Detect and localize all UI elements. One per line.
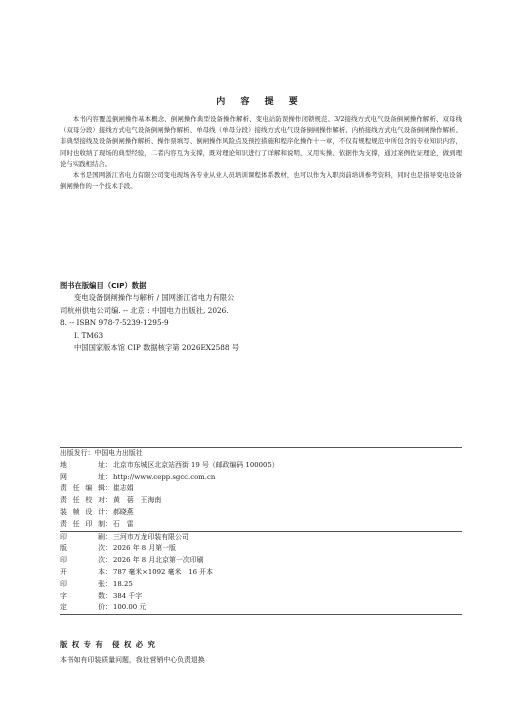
label-colon: ： xyxy=(105,519,112,528)
info-value: 崔志娟 xyxy=(113,484,134,493)
rights-notice: 本书如有印装质量问题，我社营销中心负责退换 xyxy=(60,656,205,664)
info-value: 384 千字 xyxy=(113,591,143,600)
summary-paragraph: 本书是国网浙江省电力有限公司变电现场各专业从业人员培训课程体系教材，也可以作为入职岗前培训参考资料，同时也是指导变电设备倒闸操作的一个技术手段。 xyxy=(60,171,462,191)
info-label: 责 任 印 制 xyxy=(60,519,105,528)
info-row xyxy=(60,579,462,591)
cip-line: 8. -- ISBN 978-7-5239-1295-9 xyxy=(60,318,169,328)
info-label: 印 次 xyxy=(60,556,105,565)
label-colon: ： xyxy=(105,472,112,481)
info-value: 黄 蓓 王海南 xyxy=(113,496,162,505)
info-rows xyxy=(60,460,462,531)
publisher-value: 中国电力出版社 xyxy=(94,449,143,457)
info-label: 网 址 xyxy=(60,472,105,481)
label-colon: ： xyxy=(105,507,112,516)
info-row xyxy=(60,472,462,484)
info-label: 开 本 xyxy=(60,567,105,576)
info-value: http://www.cepp.sgcc.com.cn xyxy=(113,472,216,481)
info-row xyxy=(60,543,462,555)
cip-line: 中国国家版本馆 CIP 数据核字第 2026EX2588 号 xyxy=(74,343,240,353)
print-rows xyxy=(60,532,462,615)
label-colon: ： xyxy=(105,484,112,493)
rights-title: 版 权 专 有 侵 权 必 究 xyxy=(60,640,156,649)
cip-line: Ⅰ. TM63 xyxy=(74,330,104,340)
info-row xyxy=(60,567,462,579)
publication-info xyxy=(60,447,462,615)
info-value: 三河市万龙印装有限公司 xyxy=(113,532,189,541)
summary-paragraph: 本书内容覆盖倒闸操作基本概念、倒闸操作典型设备操作解析、变电站防误操作闭锁规范、3/2接线方式电气设备倒闸操作解析、双母线（双母分段）接线方式电气设备倒闸操作解析、单母线（单母分段）接线方式电气设备倒闸操作解析、内桥接线方式电气设备倒闸操作解析、非典型接线及设备倒闸操作解析、操作票填写、倒闸操作风险点及预控措施和程序化操作十一章，不仅有规程规范中所包含的专业知识内容，同时也收纳了现场的典型经验，二者内容互为支撑，既对理论知识进行了详解和说明，又用实操、依据作为支撑，通过案例佐证理论，做到理论与实践相结合。 xyxy=(60,115,462,168)
cip-block xyxy=(60,280,320,354)
summary-title: 内 容 提 要 xyxy=(216,97,304,107)
info-row xyxy=(60,460,462,472)
info-label: 地 址 xyxy=(60,460,105,469)
info-value: 北京市东城区北京站西街 19 号（邮政编码 100005） xyxy=(113,460,279,469)
cip-line: 变电设备倒闸操作与解析 / 国网浙江省电力有限公 xyxy=(74,293,235,303)
divider xyxy=(60,614,462,615)
info-value: 石 雷 xyxy=(113,519,134,528)
info-row xyxy=(60,532,462,544)
label-colon: ： xyxy=(105,603,112,612)
info-value: 郝晓燕 xyxy=(113,507,134,516)
info-label: 印 刷 xyxy=(60,532,105,541)
info-value: 18.25 xyxy=(113,579,133,588)
info-label: 责 任 编 辑 xyxy=(60,484,105,493)
info-row xyxy=(60,602,462,614)
info-value: 2026 年 8 月北京第一次印刷 xyxy=(113,556,204,565)
label-colon: ： xyxy=(105,591,112,600)
info-row xyxy=(60,507,462,519)
info-row xyxy=(60,519,462,531)
info-value: 787 毫米×1092 毫米 16 开本 xyxy=(113,567,214,576)
info-row xyxy=(60,495,462,507)
cip-line: 司杭州供电公司编. -- 北京 : 中国电力出版社, 2026. xyxy=(60,305,229,315)
label-colon: ： xyxy=(105,532,112,541)
publisher-row xyxy=(60,448,462,460)
info-value: 2026 年 8 月第一版 xyxy=(113,544,176,553)
info-label: 责 任 校 对 xyxy=(60,496,105,505)
cip-title: 图书在版编目（CIP）数据 xyxy=(60,281,147,290)
info-value: 100.00 元 xyxy=(113,603,147,612)
info-row xyxy=(60,483,462,495)
label-colon: ： xyxy=(105,544,112,553)
info-label: 字 数 xyxy=(60,591,105,600)
info-label: 装 帧 设 计 xyxy=(60,507,105,516)
label-colon: ： xyxy=(105,567,112,576)
label-colon: ： xyxy=(105,496,112,505)
publisher-label: 出版发行： xyxy=(60,449,95,457)
info-label: 版 次 xyxy=(60,544,105,553)
info-label: 印 张 xyxy=(60,579,105,588)
info-label: 定 价 xyxy=(60,603,105,612)
label-colon: ： xyxy=(105,579,112,588)
label-colon: ： xyxy=(105,556,112,565)
label-colon: ： xyxy=(105,460,112,469)
info-row xyxy=(60,591,462,603)
info-row xyxy=(60,555,462,567)
summary-body xyxy=(60,114,462,192)
